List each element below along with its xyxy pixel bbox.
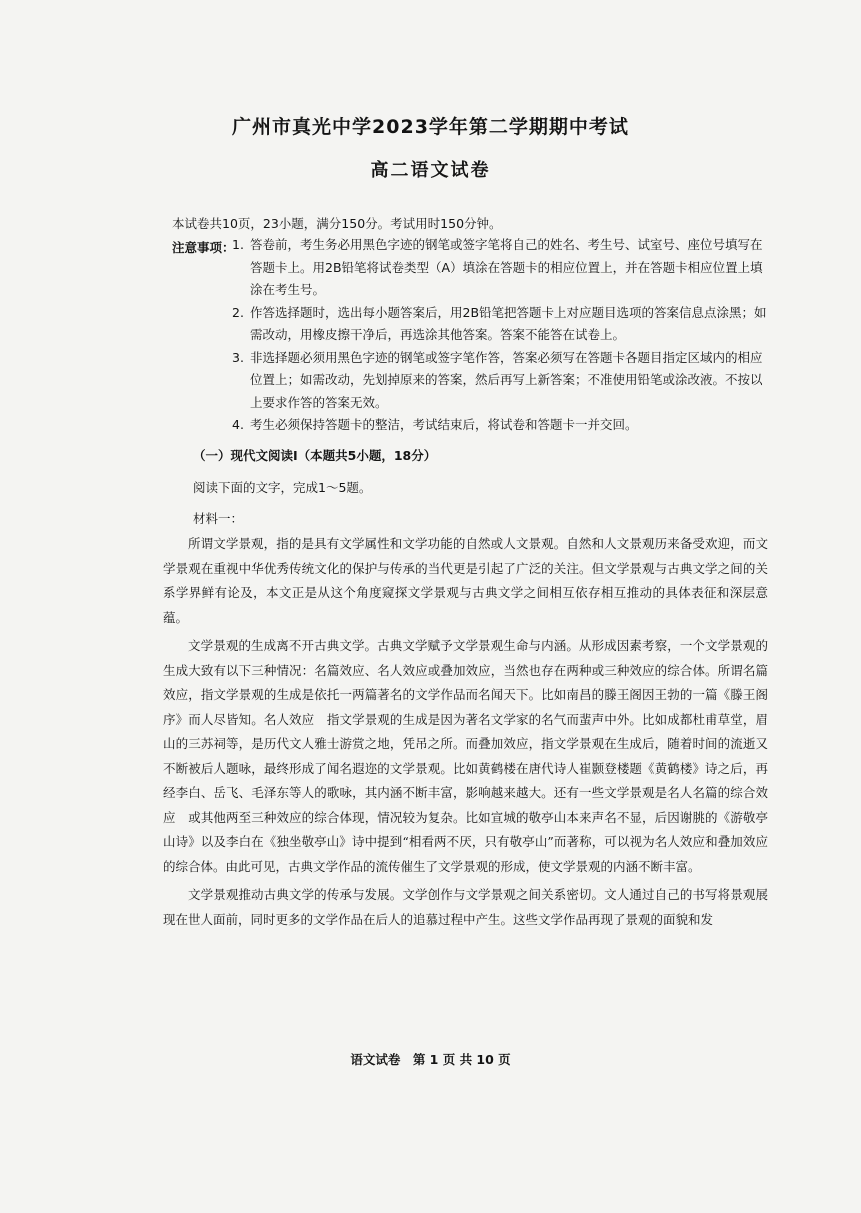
- notice-label: 注意事项：: [172, 240, 235, 255]
- notice-item: [232, 414, 767, 437]
- notice-item-text: 答卷前，考生务必用黑色字迹的钢笔或签字笔将自己的姓名、考生号、试室号、座位号填写在答题卡上。用2B铅笔将试卷类型（A）填涂在答题卡的相应位置上，并在答题卡相应位置上填涂在考生号。: [250, 237, 763, 297]
- reading-instruction: 阅读下面的文字，完成1～5题。: [193, 480, 372, 495]
- reading-passage: [163, 532, 768, 936]
- notice-item-text: 非选择题必须用黑色字迹的钢笔或签字笔作答，答案必须写在答题卡各题目指定区域内的相应位置上；如需改动，先划掉原来的答案，然后再写上新答案；不准使用铅笔或涂改液。不按以上要求作答的答案无效。: [250, 349, 763, 410]
- notice-item-number: 2.: [232, 304, 244, 320]
- notice-item: [232, 302, 767, 347]
- material-label: 材料一：: [193, 511, 244, 526]
- exam-title: 广州市真光中学2023学年第二学期期中考试: [232, 116, 629, 138]
- exam-subtitle: 高二语文试卷: [370, 160, 491, 181]
- notice-item-number: 4.: [232, 417, 244, 432]
- page-footer: 语文试卷 第 1 页 共 10 页: [350, 1052, 511, 1067]
- notice-item-text: 考生必须保持答题卡的整洁，考试结束后，将试卷和答题卡一并交回。: [250, 417, 638, 432]
- notice-item: [232, 234, 767, 302]
- notice-list: [232, 234, 767, 437]
- notice-item-number: 3.: [232, 349, 244, 365]
- exam-info: 本试卷共10页，23小题，满分150分。考试用时150分钟。: [172, 216, 502, 231]
- passage-paragraph: 所谓文学景观，指的是具有文学属性和文学功能的自然或人文景观。自然和人文景观历来备受欢迎，而文学景观在重视中华优秀传统文化的保护与传承的当代更是引起了广泛的关注。但文学景观与古典文学之间的关系学界鲜有论及，本文正是从这个角度窥探文学景观与古典文学之间相互依存相互推动的具体表征和深层意蕴。: [163, 536, 768, 625]
- notice-item: [232, 347, 767, 415]
- section-heading: （一）现代文阅读Ⅰ（本题共5小题，18分）: [193, 448, 437, 463]
- notice-item-number: 1.: [232, 237, 244, 252]
- notice-item-text: 作答选择题时，选出每小题答案后，用2B铅笔把答题卡上对应题目选项的答案信息点涂黑；如需改动，用橡皮擦干净后，再选涂其他答案。答案不能答在试卷上。: [250, 304, 767, 342]
- passage-paragraph: 文学景观的生成离不开古典文学。古典文学赋予文学景观生命与内涵。从形成因素考察，一个文学景观的生成大致有以下三种情况：名篇效应、名人效应或叠加效应，当然也存在两种或三种效应的综合体。所谓名篇效应，指文学景观的生成是依托一两篇著名的文学作品而名闻天下。比如南昌的滕王阁因王勃的一篇《滕王阁序》而人尽皆知。名人效应 指文学景观的生成是因为著名文学家的名气而蜚声中外。比如成都杜甫草堂，眉山的三苏祠等，是历代文人雅士游赏之地，凭吊之所。而叠加效应，指文学景观在生成后，随着时间的流逝又不断被后人题咏，最终形成了闻名遐迩的文学景观。比如黄鹤楼在唐代诗人崔颢登楼题《黄鹤楼》诗之后，再经李白、岳飞、毛泽东等人的歌咏，其内涵不断丰富，影响越来越大。还有一些文学景观是名人名篇的综合效应 或其他两至三种效应的综合体现，情况较为复杂。比如宣城的敬亭山本来声名不显，后因谢朓的《游敬亭山诗》以及李白在《独坐敬亭山》诗中提到“相看两不厌，只有敬亭山”而著称，可以视为名人效应和叠加效应的综合体。由此可见，古典文学作品的流传催生了文学景观的形成，使文学景观的内涵不断丰富。: [163, 638, 768, 874]
- passage-paragraph: 文学景观推动古典文学的传承与发展。文学创作与文学景观之间关系密切。文人通过自己的书写将景观展现在世人面前，同时更多的文学作品在后人的追慕过程中产生。这些文学作品再现了景观的面貌和发: [163, 887, 768, 927]
